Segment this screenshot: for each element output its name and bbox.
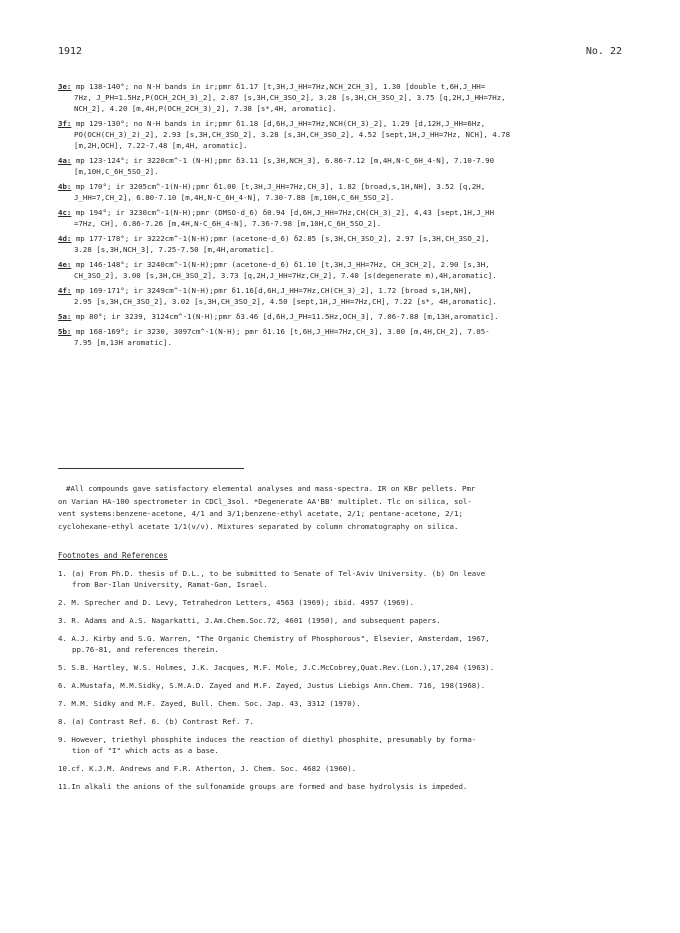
- reference-line: pp.76-81, and references therein.: [72, 645, 219, 654]
- reference-item: [58, 597, 628, 608]
- compound-line: [58, 326, 628, 337]
- reference-item: [58, 716, 628, 727]
- compound-text: 7.95 [m,13H aromatic].: [74, 338, 172, 347]
- compound-line: [58, 81, 628, 92]
- references-list: [58, 568, 628, 799]
- compound-text: CH_3SO_2], 3.00 [s,3H,CH_3SO_2], 3.73 [q,2H,J_HH=7Hz,CH_2], 7.40 [s(degenerate m),4H,aromatic].: [74, 271, 497, 280]
- compound-data-list: [58, 81, 628, 352]
- compound-text: =7Hz, CH], 6.86-7.26 [m,4H,N-C_6H_4-N], 7.36-7.98 [m,10H,C_6H_5SO_2].: [74, 219, 382, 228]
- footnote-divider: [58, 468, 244, 469]
- reference-item: [58, 734, 628, 756]
- compound-line: [58, 296, 628, 307]
- compound-id: 3e:: [58, 82, 72, 91]
- footnote-line: cyclohexane-ethyl acetate 1/1(v/v). Mixtures separated by column chromatography on silica.: [58, 521, 459, 531]
- compound-line: [58, 192, 628, 203]
- compound-line: [58, 129, 628, 140]
- compound-line: [58, 233, 628, 244]
- compound-id: 4b:: [58, 182, 72, 191]
- compound-text: mp 138-140°; no N-H bands in ir;pmr δ1.17 [t,3H,J_HH=7Hz,NCH_2CH_3], 1.30 [double t,6H,J_HH=: [75, 82, 486, 91]
- compound-text: J_HH=7,CH_2], 6.80-7.10 [m,4H,N-C_6H_4-N], 7.30-7.88 [m,10H,C_6H_5SO_2].: [74, 193, 395, 202]
- reference-item: [58, 568, 628, 590]
- compound-entry: [58, 81, 628, 114]
- reference-item: [58, 680, 628, 691]
- page-header: [58, 46, 622, 60]
- compound-text: mp 170°; ir 3205cm^-1(N-H);pmr δ1.00 [t,3H,J_HH=7Hz,CH_3], 1.82 [broad,s,1H,NH], 3.52 [q,2H,: [75, 182, 486, 191]
- compound-text: mp 80°; ir 3239, 3124cm^-1(N-H);pmr δ3.46 [d,6H,J_PH=11.5Hz,OCH_3], 7.06-7.88 [m,13H,aromatic].: [75, 312, 499, 321]
- reference-line: 11.In alkali the anions of the sulfonamide groups are formed and base hydrolysis is impeded.: [58, 782, 468, 791]
- reference-item: [58, 781, 628, 792]
- reference-line: from Bar-Ilan University, Ramat-Gan, Israel.: [72, 580, 268, 589]
- compound-text: PO(OCH(CH_3)_2)_2], 2.93 [s,3H,CH_3SO_2], 3.28 [s,3H,CH_3SO_2], 4.52 [sept,1H,J_HH=7Hz, NCH], 4.78: [74, 130, 511, 139]
- compound-line: [58, 155, 628, 166]
- compound-text: mp 123-124°; ir 3220cm^-1 (N-H);pmr δ3.11 [s,3H,NCH_3], 6.86-7.12 [m,4H,N-C_6H_4-N], 7.10-7.90: [75, 156, 495, 165]
- footnote-block: [58, 483, 628, 533]
- reference-item: [58, 615, 628, 626]
- compound-entry: [58, 259, 628, 281]
- compound-line: [58, 311, 628, 322]
- reference-line: 10.cf. K.J.M. Andrews and F.R. Atherton, J. Chem. Soc. 4682 (1960).: [58, 764, 357, 773]
- reference-item: [58, 633, 628, 655]
- compound-line: [58, 118, 628, 129]
- footnote-line: vent systems:benzene-acetone, 4/1 and 3/1;benzene-ethyl acetate, 2/1; pentane-acetone, 2/1;: [58, 509, 463, 519]
- compound-text: mp 146-148°; ir 3240cm^-1(N-H);pmr (acetone-d_6) δ1.10 [t,3H,J_HH=7Hz, CH_3CH_2], 2.90 [s,3H,: [75, 260, 490, 269]
- compound-text: mp 168-169°; ir 3230, 3097cm^-1(N-H); pmr δ1.16 [t,6H,J_HH=7Hz,CH_3], 3.80 [m,4H,CH_2], 7.05-: [75, 327, 490, 336]
- compound-entry: [58, 181, 628, 203]
- compound-entry: [58, 233, 628, 255]
- reference-line: 8. (a) Contrast Ref. 6. (b) Contrast Ref. 7.: [58, 717, 254, 726]
- reference-line: 5. S.B. Hartley, W.S. Holmes, J.K. Jacques, M.F. Mole, J.C.McCobrey,Quat.Rev.(Lon.),17,204 (1963).: [58, 663, 495, 672]
- compound-id: 4e:: [58, 260, 72, 269]
- compound-entry: [58, 118, 628, 151]
- compound-id: 4f:: [58, 286, 72, 295]
- compound-line: [58, 181, 628, 192]
- compound-line: [58, 103, 628, 114]
- compound-line: [58, 140, 628, 151]
- reference-line: 1. (a) From Ph.D. thesis of D.L., to be submitted to Senate of Tel-Aviv University. (b) On leave: [58, 569, 486, 578]
- compound-id: 5b:: [58, 327, 72, 336]
- compound-text: mp 194°; ir 3230cm^-1(N-H);pmr (DMSO-d_6) δ0.94 [d,6H,J_HH=7Hz,CH(CH_3)_2], 4,43 [sept,1H,J_HH: [75, 208, 495, 217]
- compound-id: 3f:: [58, 119, 72, 128]
- compound-line: [58, 270, 628, 281]
- reference-line: 2. M. Sprecher and D. Levy, Tetrahedron Letters, 4563 (1969); ibid. 4957 (1969).: [58, 598, 414, 607]
- compound-line: [58, 244, 628, 255]
- compound-line: [58, 166, 628, 177]
- compound-line: [58, 207, 628, 218]
- footnote-line: on Varian HA-100 spectrometer in CDCl_3sol. *Degenerate AA'BB' multiplet. Tlc on silica, sol-: [58, 496, 472, 506]
- compound-entry: [58, 326, 628, 348]
- compound-text: mp 169-171°; ir 3249cm^-1(N-H);pmr δ1.16[d,6H,J_HH=7Hz,CH(CH_3)_2], 1.72 [broad s,1H,NH],: [75, 286, 472, 295]
- issue-number: No. 22: [585, 46, 622, 57]
- reference-line: 3. R. Adams and A.S. Nagarkatti, J.Am.Chem.Soc.72, 4601 (1950), and subsequent papers.: [58, 616, 441, 625]
- compound-text: [m,10H,C_6H_5SO_2].: [74, 167, 159, 176]
- compound-entry: [58, 155, 628, 177]
- compound-id: 4a:: [58, 156, 72, 165]
- reference-item: [58, 698, 628, 709]
- compound-text: [m,2H,OCH], 7.22-7.48 [m,4H, aromatic].: [74, 141, 248, 150]
- compound-line: [58, 259, 628, 270]
- compound-text: mp 129-130°; no N-H bands in ir;pmr δ1.18 [d,6H,J_HH=7Hz,NCH(CH_3)_2], 1.29 [d,12H,J_HH=6Hz,: [75, 119, 486, 128]
- compound-entry: [58, 311, 628, 322]
- references-heading: Footnotes and References: [58, 551, 168, 560]
- footnote-line: #All compounds gave satisfactory elemental analyses and mass-spectra. IR on KBr pellets. Pmr: [66, 484, 476, 493]
- compound-line: [58, 92, 628, 103]
- compound-id: 4c:: [58, 208, 72, 217]
- reference-line: 6. A.Mustafa, M.M.Sidky, S.M.A.D. Zayed and M.F. Zayed, Justus Liebigs Ann.Chem. 716, 198(1968).: [58, 681, 486, 690]
- reference-line: tion of "I" which acts as a base.: [72, 746, 219, 755]
- reference-item: [58, 662, 628, 673]
- compound-id: 4d:: [58, 234, 72, 243]
- compound-text: 3.28 [s,3H,NCH_3], 7.25-7.50 [m,4H,aromatic].: [74, 245, 275, 254]
- compound-entry: [58, 285, 628, 307]
- compound-text: NCH_2], 4.20 [m,4H,P(OCH_2CH_3)_2], 7.38 [s*,4H, aromatic].: [74, 104, 337, 113]
- reference-line: 9. However, triethyl phosphite induces the reaction of diethyl phosphite, presumably by forma-: [58, 735, 477, 744]
- compound-entry: [58, 207, 628, 229]
- reference-line: 4. A.J. Kirby and S.G. Warren, "The Organic Chemistry of Phosphorous", Elsevier, Amsterdam, 1967,: [58, 634, 490, 643]
- compound-text: 7Hz, J_PH=1.5Hz,P(OCH_2CH_3)_2], 2.87 [s,3H,CH_3SO_2], 3.28 [s,3H,CH_3SO_2], 3.75 [q,2H,J_HH=7Hz,: [74, 93, 506, 102]
- compound-id: 5a:: [58, 312, 72, 321]
- compound-line: [58, 285, 628, 296]
- compound-line: [58, 218, 628, 229]
- reference-line: 7. M.M. Sidky and M.F. Zayed, Bull. Chem. Soc. Jap. 43, 3312 (1970).: [58, 699, 361, 708]
- reference-item: [58, 763, 628, 774]
- compound-text: 2.95 [s,3H,CH_3SO_2], 3.02 [s,3H,CH_3SO_2], 4.50 [sept,1H,J_HH=7Hz,CH], 7.22 [s*, 4H,aromatic].: [74, 297, 497, 306]
- page-number: 1912: [58, 46, 83, 57]
- compound-text: mp 177-178°; ir 3222cm^-1(N-H);pmr (acetone-d_6) δ2.85 [s,3H,CH_3SO_2], 2.97 [s,3H,CH_3SO_2],: [75, 234, 490, 243]
- compound-line: [58, 337, 628, 348]
